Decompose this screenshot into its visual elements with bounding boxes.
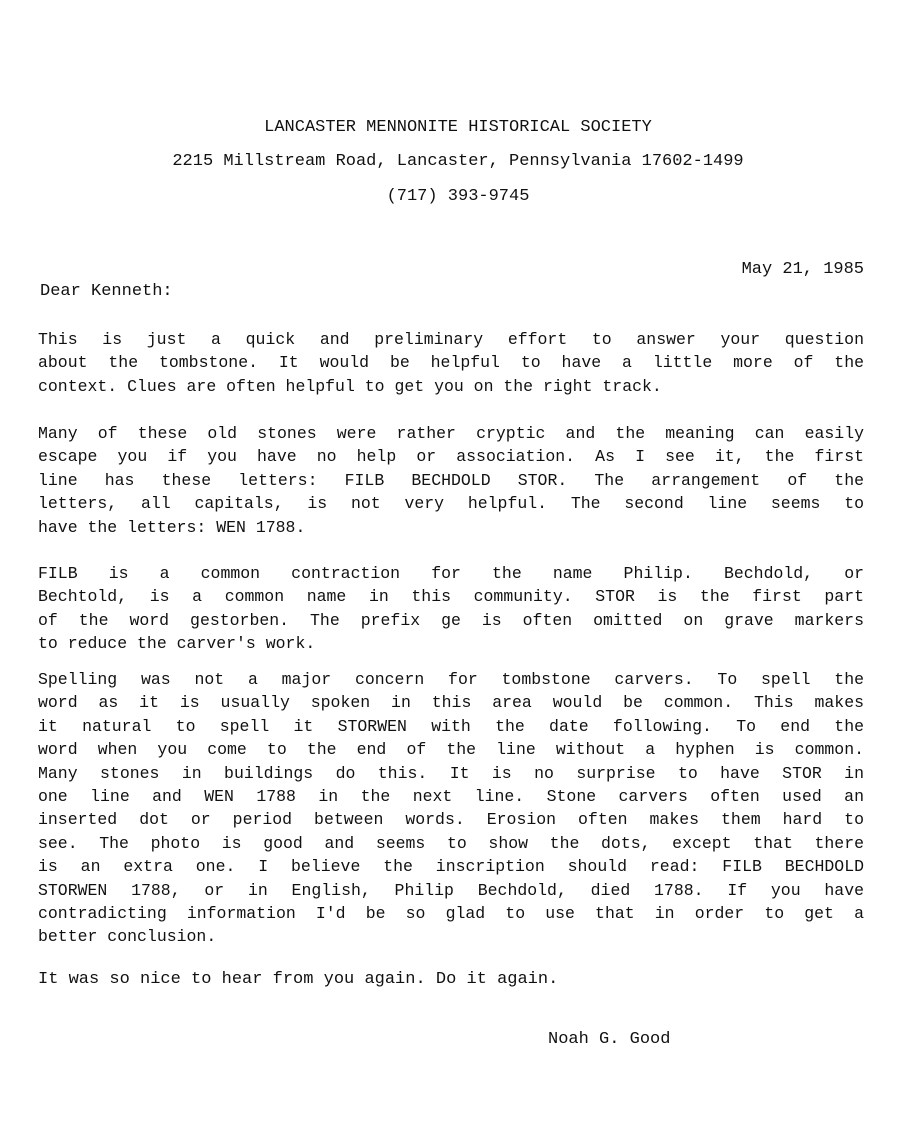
- paragraph-line: Many of these old stones were rather cryptic and the meaning can easily: [38, 424, 864, 443]
- letterhead-address: 2215 Millstream Road, Lancaster, Pennsylvania 17602-1499: [172, 152, 744, 171]
- paragraph-line: is an extra one. I believe the inscription should read: FILB BECHDOLD: [38, 857, 864, 877]
- letterhead-organization: LANCASTER MENNONITE HISTORICAL SOCIETY: [264, 118, 652, 137]
- letterhead-phone: (717) 393-9745: [386, 187, 530, 206]
- paragraph-line: better conclusion.: [38, 927, 217, 947]
- paragraph-line: about the tombstone. It would be helpful to have a little more of the: [38, 353, 864, 373]
- paragraph-line: word as it is usually spoken in this area would be common. This makes: [38, 693, 864, 713]
- paragraph-1: [38, 328, 864, 398]
- paragraph-line: see. The photo is good and seems to show the dots, except that there: [38, 833, 864, 853]
- paragraph-line: have the letters: WEN 1788.: [38, 517, 306, 537]
- paragraph-line: FILB is a common contraction for the name Philip. Bechdold, or: [38, 564, 864, 583]
- paragraph-line: letters, all capitals, is not very helpful. The second line seems to: [38, 494, 864, 514]
- paragraph-line: inserted dot or period between words. Erosion often makes them hard to: [38, 810, 864, 830]
- salutation: Dear Kenneth:: [40, 282, 173, 301]
- paragraph-line: contradicting information I'd be so glad to use that in order to get a: [38, 903, 864, 923]
- signature: Noah G. Good: [548, 1030, 671, 1049]
- closing-remark: It was so nice to hear from you again. Do it again.: [38, 970, 559, 989]
- paragraph-line: word when you come to the end of the line without a hyphen is common.: [38, 740, 864, 760]
- paragraph-line: Many stones in buildings do this. It is no surprise to have STOR in: [38, 763, 864, 783]
- paragraph-line: line has these letters: FILB BECHDOLD STOR. The arrangement of the: [38, 470, 864, 490]
- paragraph-line: STORWEN 1788, or in English, Philip Bechdold, died 1788. If you have: [38, 880, 864, 900]
- paragraph-3: [38, 562, 864, 656]
- paragraph-line: Bechtold, is a common name in this community. STOR is the first part: [38, 587, 864, 607]
- paragraph-line: it natural to spell it STORWEN with the date following. To end the: [38, 716, 864, 736]
- paragraph-line: Spelling was not a major concern for tombstone carvers. To spell the: [38, 670, 864, 689]
- paragraph-2: [38, 422, 864, 539]
- paragraph-line: to reduce the carver's work.: [38, 634, 316, 654]
- paragraph-line: of the word gestorben. The prefix ge is often omitted on grave markers: [38, 610, 864, 630]
- paragraph-line: context. Clues are often helpful to get you on the right track.: [38, 376, 662, 396]
- paragraph-line: one line and WEN 1788 in the next line. Stone carvers often used an: [38, 786, 864, 806]
- paragraph-line: This is just a quick and preliminary effort to answer your question: [38, 330, 864, 349]
- letter-date: May 21, 1985: [741, 260, 864, 279]
- paragraph-line: escape you if you have no help or association. As I see it, the first: [38, 447, 864, 467]
- paragraph-4: [38, 668, 864, 949]
